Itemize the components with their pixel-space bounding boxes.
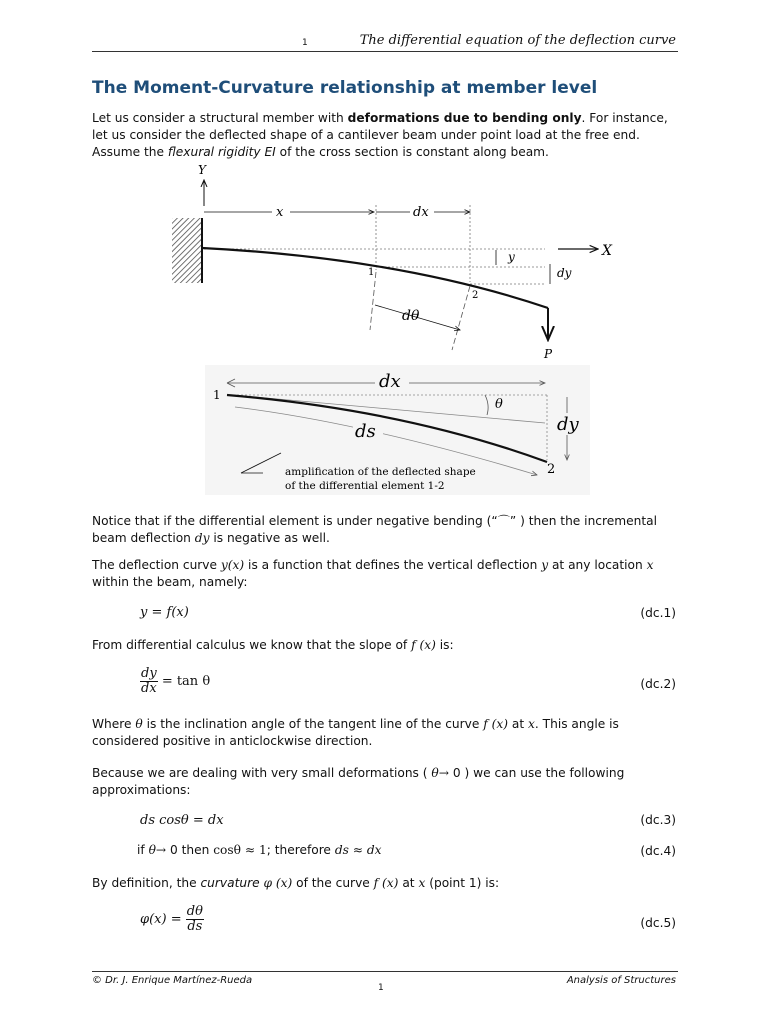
point-1-label: 1: [368, 267, 375, 278]
where-post: . This angle is: [534, 717, 619, 731]
where-mid2: at: [508, 717, 529, 731]
curvature-mid: of the curve: [292, 876, 374, 890]
deflection-var-y: y: [541, 558, 549, 572]
eq5-denominator: ds: [187, 919, 203, 934]
equation-dc2: [140, 667, 210, 696]
notice-line2-var: dy: [194, 531, 210, 545]
x-axis-label: X: [602, 243, 612, 259]
eq5-lhs: φ(x) =: [140, 912, 182, 927]
deflection-line1-mid2: at any location: [548, 558, 647, 572]
notice-line2-post: is negative as well.: [209, 531, 330, 545]
equation-dc4-label: (dc.4): [640, 844, 676, 858]
eq5-numerator: dθ: [186, 904, 203, 919]
dx-dimension-label: dx: [413, 205, 429, 220]
where-line2: considered positive in anticlockwise direction.: [92, 734, 373, 748]
slope-var: f (x): [411, 638, 436, 652]
curvature-pre: By definition, the: [92, 876, 201, 890]
notice-line2-pre: beam deflection: [92, 531, 195, 545]
intro-line1-pre: Let us consider a structural member with: [92, 111, 348, 125]
because-paragraph: [92, 765, 682, 799]
where-paragraph: [92, 716, 682, 750]
intro-line3-post: of the cross section is constant along beam.: [275, 145, 549, 159]
equation-dc5-label: (dc.5): [640, 916, 676, 930]
header-page-number: 1: [302, 38, 308, 48]
where-pre: Where: [92, 717, 136, 731]
intro-line3-pre: Assume the: [92, 145, 168, 159]
equation-dc1: y = f(x): [140, 605, 189, 620]
x-dimension-label: x: [276, 205, 284, 220]
curvature-fx: f (x): [373, 876, 399, 890]
intro-line3-italic: flexural rigidity EI: [167, 145, 276, 159]
where-mid: is the inclination angle of the tangent line of the curve: [142, 717, 484, 731]
curvature-x: x: [418, 876, 426, 890]
equation-dc3: ds cosθ = dx: [140, 813, 224, 828]
dtheta-label: dθ: [402, 308, 420, 324]
deflection-line1-mid: is a function that defines the vertical deflection: [244, 558, 542, 572]
y-deflection-label: y: [508, 250, 515, 264]
cantilever-figure: [150, 160, 630, 365]
eq4-pre: if: [137, 843, 149, 857]
equation-dc2-label: (dc.2): [640, 677, 676, 691]
equation-dc4: [137, 843, 382, 857]
point-2-label: 2: [472, 290, 479, 301]
equation-dc1-label: (dc.1): [640, 606, 676, 620]
notice-line1: Notice that if the differential element is under negative bending (“⌒” ) then the incremental: [92, 514, 657, 528]
footer-course: Analysis of Structures: [566, 975, 676, 986]
footer-page-number: 1: [378, 983, 384, 993]
intro-line2: let us consider the deflected shape of a cantilever beam under point load at the free end.: [92, 128, 640, 142]
element-dx-label: dx: [379, 371, 401, 392]
curvature-post: (point 1) is:: [425, 876, 500, 890]
dy-label: dy: [557, 266, 572, 280]
where-theta: θ: [135, 717, 143, 731]
slope-paragraph: [92, 637, 682, 654]
section-title: The Moment-Curvature relationship at member level: [92, 78, 598, 98]
intro-line1-post: . For instance,: [581, 111, 668, 125]
fixed-support: [172, 218, 202, 283]
slope-post: is:: [435, 638, 454, 652]
equation-dc5: [140, 905, 204, 934]
figure-caption-line1: amplification of the deflected shape: [285, 466, 476, 478]
because-line2: approximations:: [92, 783, 191, 797]
theta-label: θ: [495, 397, 503, 412]
footer-author: © Dr. J. Enrique Martínez-Rueda: [92, 975, 253, 986]
element-dy-label: dy: [557, 414, 579, 435]
deflection-paragraph: [92, 557, 682, 591]
footer-rule: [92, 971, 678, 972]
element-point-2: 2: [547, 462, 556, 477]
eq4-var2: cosθ ≈ 1: [213, 843, 267, 857]
figure-caption-line2: of the differential element 1-2: [285, 480, 445, 492]
element-ds-label: ds: [355, 421, 376, 442]
eq4-var3: ds ≈ dx: [334, 843, 382, 857]
intro-paragraph: [92, 110, 682, 161]
deflection-line2: within the beam, namely:: [92, 575, 248, 589]
intro-line1-bold: deformations due to bending only: [347, 111, 582, 125]
eq4-var1: θ→: [148, 843, 167, 857]
element-point-1: 1: [213, 388, 221, 402]
where-x: x: [528, 717, 535, 731]
deflection-line1-pre: The deflection curve: [92, 558, 221, 572]
eq2-denominator: dx: [141, 681, 157, 696]
slope-pre: From differential calculus we know that the slope of: [92, 638, 412, 652]
notice-paragraph: [92, 513, 682, 547]
deflection-var-yx: y(x): [220, 558, 245, 572]
y-axis-label: Y: [198, 163, 206, 177]
because-post: 0 ) we can use the following: [448, 766, 625, 780]
curvature-mid2: at: [398, 876, 419, 890]
where-fx: f (x): [483, 717, 509, 731]
curvature-symbol: φ (x): [259, 876, 293, 890]
eq4-mid1: 0 then: [166, 843, 214, 857]
deflection-var-x: x: [646, 558, 654, 572]
differential-element-figure: [205, 365, 590, 495]
because-var: θ→: [431, 766, 449, 780]
curvature-italic: curvature: [200, 876, 260, 890]
eq4-mid2: ; therefore: [266, 843, 335, 857]
running-title: The differential equation of the deflection curve: [359, 33, 676, 48]
equation-dc3-label: (dc.3): [640, 813, 676, 827]
curvature-paragraph: [92, 875, 682, 892]
eq2-numerator: dy: [141, 666, 157, 681]
because-pre: Because we are dealing with very small deformations (: [92, 766, 432, 780]
load-label: P: [544, 347, 553, 361]
eq2-rhs: = tan θ: [161, 674, 211, 689]
header-rule: [92, 51, 678, 52]
